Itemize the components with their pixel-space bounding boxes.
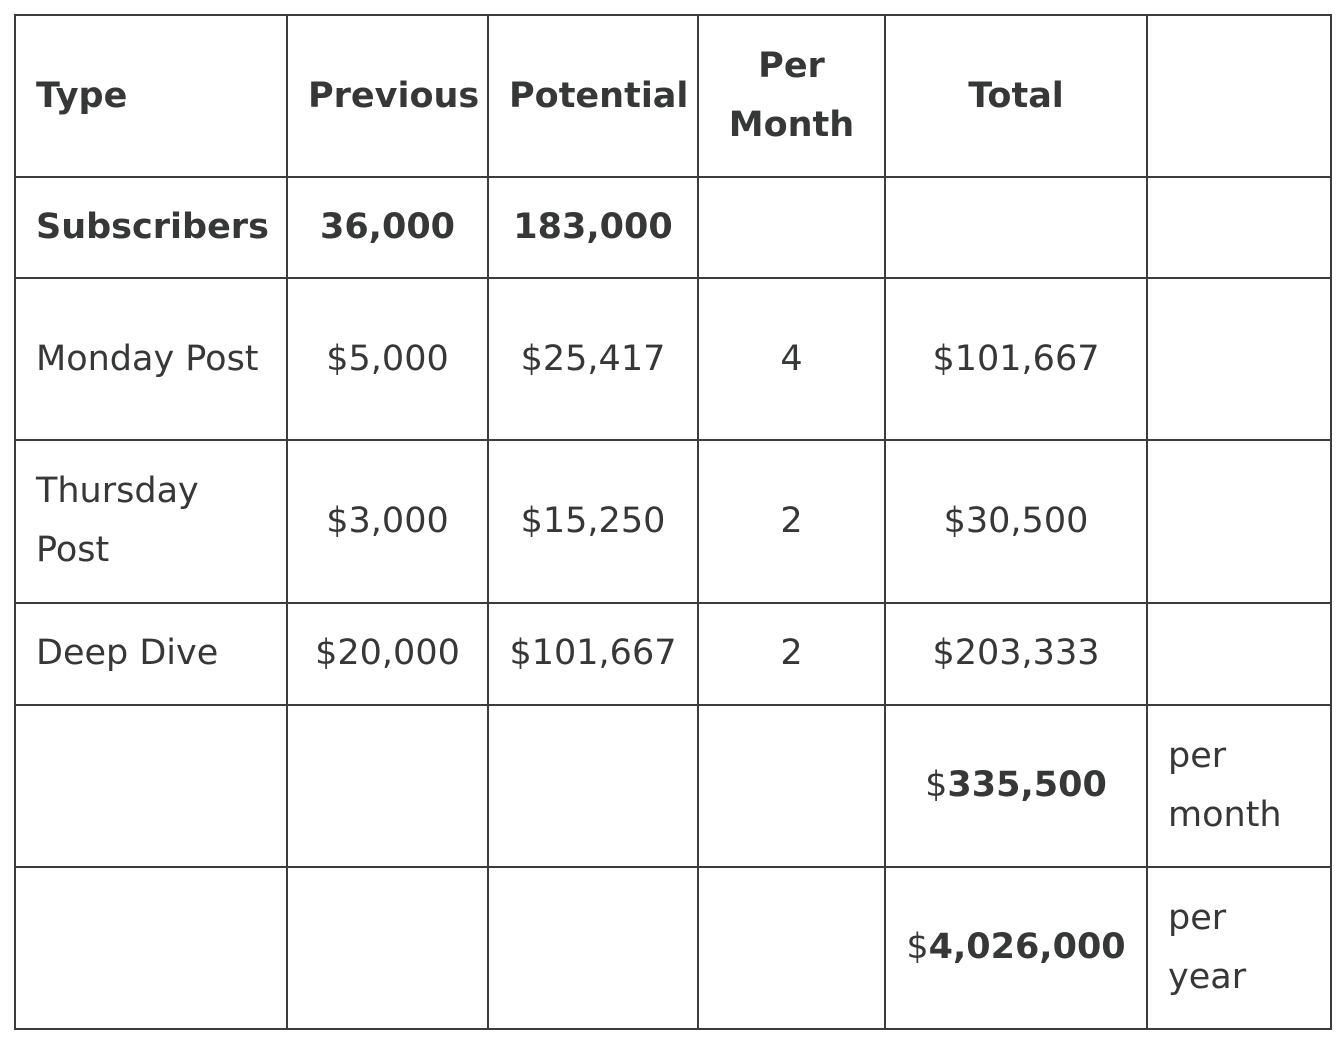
row-potential: $15,250	[488, 440, 698, 602]
empty-cell	[698, 177, 885, 278]
row-total: $203,333	[885, 603, 1147, 705]
subscribers-label: Subscribers	[15, 177, 287, 278]
row-type: Thursday Post	[15, 440, 287, 602]
yearly-total-amount: 4,026,000	[928, 927, 1126, 968]
row-per-month: 4	[698, 278, 885, 440]
yearly-total-note: per year	[1147, 867, 1331, 1029]
row-per-month: 2	[698, 440, 885, 602]
currency-symbol: $	[925, 765, 948, 806]
header-type: Type	[15, 15, 287, 177]
yearly-total	[885, 867, 1147, 1029]
row-type: Monday Post	[15, 278, 287, 440]
row-total: $30,500	[885, 440, 1147, 602]
monthly-total	[885, 705, 1147, 867]
header-total: Total	[885, 15, 1147, 177]
empty-cell	[1147, 603, 1331, 705]
row-potential: $101,667	[488, 603, 698, 705]
row-per-month: 2	[698, 603, 885, 705]
row-potential: $25,417	[488, 278, 698, 440]
header-per-month: Per Month	[698, 15, 885, 177]
empty-cell	[1147, 177, 1331, 278]
table-row	[15, 440, 1331, 602]
header-row	[15, 15, 1331, 177]
header-note	[1147, 15, 1331, 177]
empty-cell	[488, 705, 698, 867]
revenue-table	[14, 14, 1332, 1030]
subscribers-row	[15, 177, 1331, 278]
total-row-yearly	[15, 867, 1331, 1029]
empty-cell	[885, 177, 1147, 278]
total-row-monthly	[15, 705, 1331, 867]
table-row	[15, 278, 1331, 440]
currency-symbol: $	[906, 927, 929, 968]
empty-cell	[287, 705, 488, 867]
empty-cell	[287, 867, 488, 1029]
row-previous: $3,000	[287, 440, 488, 602]
empty-cell	[698, 705, 885, 867]
monthly-total-note: per month	[1147, 705, 1331, 867]
monthly-total-amount: 335,500	[947, 765, 1107, 806]
header-potential: Potential	[488, 15, 698, 177]
empty-cell	[15, 705, 287, 867]
empty-cell	[1147, 440, 1331, 602]
empty-cell	[1147, 278, 1331, 440]
table-row	[15, 603, 1331, 705]
row-previous: $20,000	[287, 603, 488, 705]
empty-cell	[15, 867, 287, 1029]
empty-cell	[698, 867, 885, 1029]
row-total: $101,667	[885, 278, 1147, 440]
header-previous: Previous	[287, 15, 488, 177]
row-previous: $5,000	[287, 278, 488, 440]
subscribers-potential: 183,000	[488, 177, 698, 278]
row-type: Deep Dive	[15, 603, 287, 705]
empty-cell	[488, 867, 698, 1029]
subscribers-previous: 36,000	[287, 177, 488, 278]
